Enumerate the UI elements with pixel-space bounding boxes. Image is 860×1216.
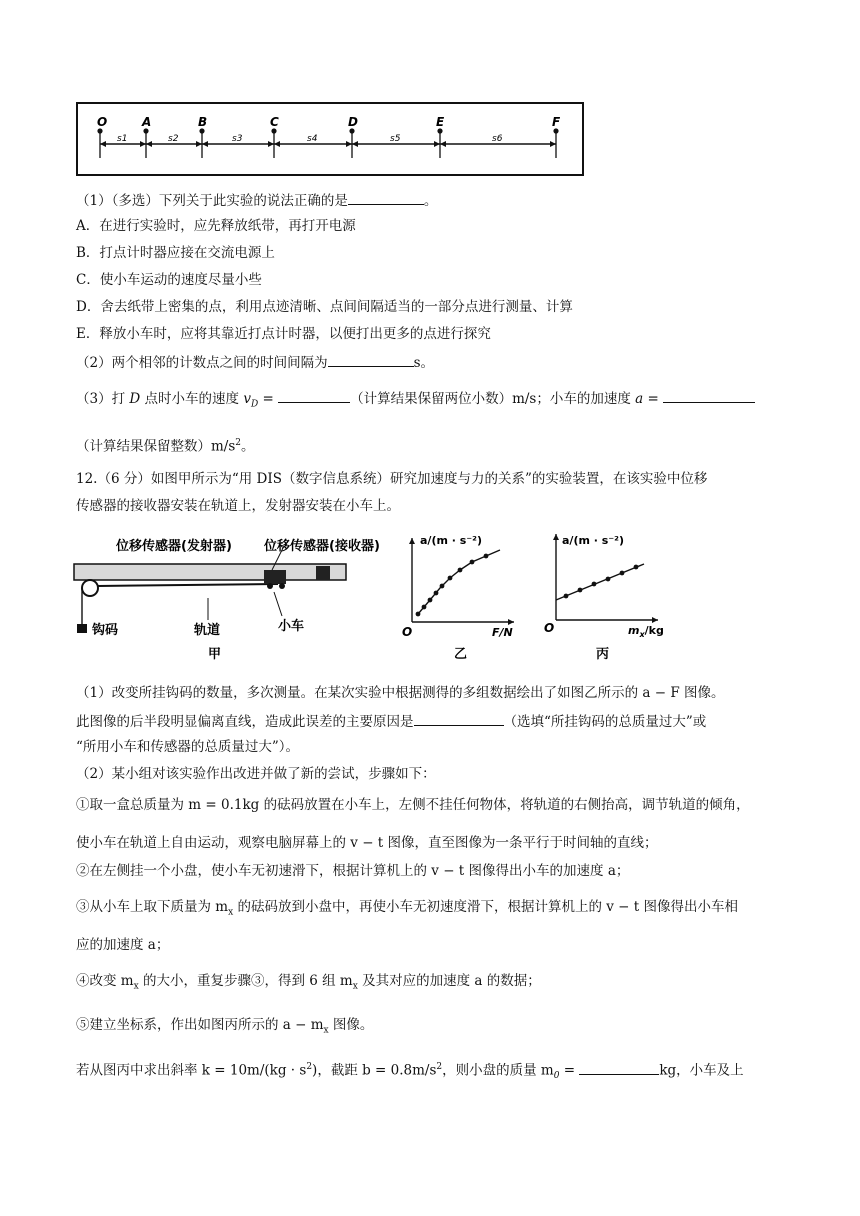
tape-point-E <box>436 115 445 158</box>
q12-step5: ⑤建立坐标系，作出如图丙所示的 $a - m_x$ 图像。 <box>76 1017 374 1036</box>
q11-part1: （1）（多选）下列关于此实验的说法正确的是 。 <box>76 190 437 210</box>
answer-blank-6 <box>579 1060 659 1075</box>
segment-s6: s6 <box>492 134 503 144</box>
q12-step4: ④改变 $m_x$ 的大小，重复步骤③，得到 6 组 $m_x$ 及其对应的加速度 a 的数据； <box>76 973 541 992</box>
label-track: 轨道 <box>194 623 221 638</box>
q11-part3-cont: （计算结果保留整数）$m/s^2$。 <box>76 438 255 455</box>
answer-blank-3 <box>278 388 350 403</box>
tape-point-C <box>270 115 279 158</box>
q11-part3: （3）打 D 点时小车的速度 $v_D$ = （计算结果保留两位小数）m/s；小车的加速度 a = <box>76 388 755 414</box>
svg-text:O: O <box>97 115 108 129</box>
q12-step2: ②在左侧挂一个小盘，使小车无初速滑下，根据计算机上的 v − t 图像得出小车的加速度 a； <box>76 863 630 879</box>
segment-s1: s1 <box>117 134 128 144</box>
q11-option-a: A．在进行实验时，应先释放纸带，再打开电源 <box>76 218 356 234</box>
segment-s4: s4 <box>307 134 318 144</box>
figure-bing-a-mx-graph <box>540 530 672 666</box>
bing-origin: O <box>544 621 555 635</box>
q12-step1-line1: ①取一盒总质量为 m = 0.1kg 的砝码放置在小车上，左侧不挂任何物体，将轨道的右侧抬高，调节轨道的倾角， <box>76 797 750 813</box>
svg-text:E: E <box>436 115 445 129</box>
label-receiver: 位移传感器(接收器) <box>264 539 380 554</box>
svg-text:B: B <box>198 115 208 129</box>
answer-blank-4 <box>663 388 755 403</box>
answer-blank-1 <box>348 190 424 205</box>
tape-point-B <box>198 115 207 158</box>
q11-option-c: C．使小车运动的速度尽量小些 <box>76 272 262 288</box>
q12-part1-line1: （1）改变所挂钩码的数量，多次测量。在某次实验中根据测得的多组数据绘出了如图乙所示的 a − F 图像。 <box>76 685 725 701</box>
q11-option-b: B．打点计时器应接在交流电源上 <box>76 245 275 261</box>
q12-final-line: 若从图丙中求出斜率 $k = 10m/(kg \cdot s^2)$，截距 $b = 0.8m/s^2$，则小盘的质量 $m_0$ = kg，小车及上 <box>76 1058 744 1085</box>
answer-blank-5 <box>414 711 504 726</box>
q12-intro-line1: 12.（6 分）如图甲所示为“用 DIS（数字信息系统）研究加速度与力的关系”的实验装置，在该实验中位移 <box>76 471 708 487</box>
hook-weight-icon <box>77 624 87 633</box>
segment-s5: s5 <box>390 134 401 144</box>
q12-step3-line1: ③从小车上取下质量为 $m_x$ 的砝码放到小盘中，再使小车无初速度滑下，根据计算机上的 v − t 图像得出小车相 <box>76 899 738 918</box>
receiver-icon <box>316 566 330 580</box>
q11-option-d: D．舍去纸带上密集的点，利用点迹清晰、点间间隔适当的一部分点进行测量、计算 <box>76 299 573 315</box>
yi-xlabel: F/N <box>492 626 513 639</box>
tape-point-D <box>348 115 358 158</box>
answer-blank-2 <box>328 352 414 367</box>
caption-bing: 丙 <box>596 647 610 662</box>
yi-origin: O <box>402 625 413 639</box>
svg-text:C: C <box>270 115 279 129</box>
tape-point-A <box>141 115 151 158</box>
label-cart: 小车 <box>278 619 305 634</box>
figure-jia-apparatus <box>68 530 380 666</box>
q11-part2: （2）两个相邻的计数点之间的时间间隔为 s。 <box>76 352 434 372</box>
q12-step3-line2: 应的加速度 a； <box>76 937 170 953</box>
tape-point-O <box>97 115 107 158</box>
caption-jia: 甲 <box>208 647 222 662</box>
tape-point-F <box>552 115 561 158</box>
svg-text:F: F <box>552 115 561 129</box>
q12-intro-line2: 传感器的接收器安装在轨道上，发射器安装在小车上。 <box>76 498 400 514</box>
bing-ylabel: a/(m · s⁻²) <box>562 534 624 547</box>
caption-yi: 乙 <box>454 647 468 662</box>
bing-xlabel: $m_x/kg$ <box>628 624 664 639</box>
pulley-icon <box>82 580 98 596</box>
q12-part1-line3: “所用小车和传感器的总质量过大”）。 <box>76 739 300 755</box>
q11-option-e: E．释放小车时，应将其靠近打点计时器，以便打出更多的点进行探究 <box>76 326 491 342</box>
label-emitter: 位移传感器(发射器) <box>116 539 232 554</box>
svg-text:D: D <box>348 115 358 129</box>
q12-part1-line2: 此图像的后半段明显偏离直线，造成此误差的主要原因是 （选填“所挂钩码的总质量过大”或 <box>76 711 706 731</box>
q12-step1-line2: 使小车在轨道上自由运动，观察电脑屏幕上的 v − t 图像，直至图像为一条平行于时间轴的直线； <box>76 835 658 851</box>
cart-icon <box>264 570 286 584</box>
segment-s3: s3 <box>232 134 243 144</box>
paper-tape-figure <box>76 102 584 176</box>
label-hook: 钩码 <box>92 623 119 638</box>
segment-s2: s2 <box>168 134 179 144</box>
yi-ylabel: a/(m · s⁻²) <box>420 534 482 547</box>
figure-yi-a-F-graph <box>396 530 526 666</box>
q12-part2-head: （2）某小组对该实验作出改进并做了新的尝试，步骤如下： <box>76 766 436 782</box>
svg-text:A: A <box>142 115 152 129</box>
